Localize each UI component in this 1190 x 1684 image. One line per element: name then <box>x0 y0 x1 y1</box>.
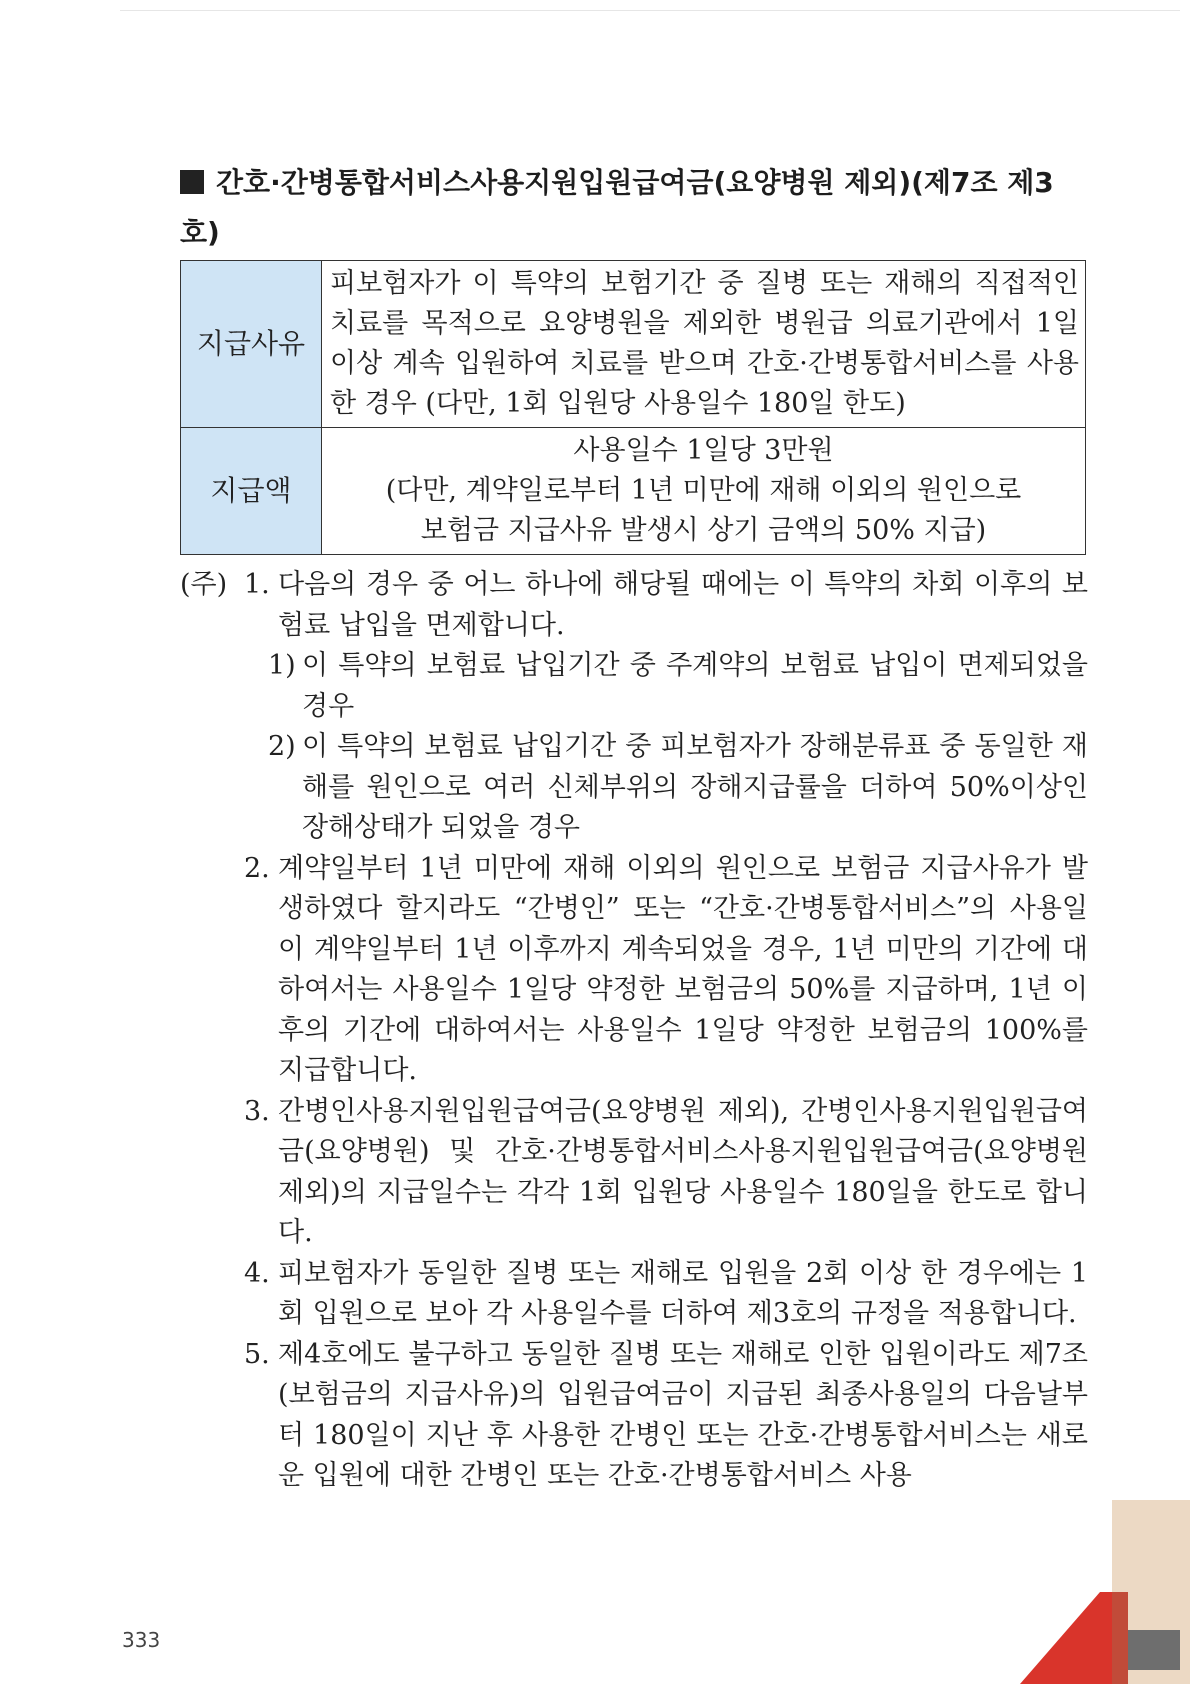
amount-line: (다만, 계약일로부터 1년 미만에 재해 이외의 원인으로 <box>385 475 1022 506</box>
note-text: 제4호에도 불구하고 동일한 질병 또는 재해로 인한 입원이라도 제7조(보험금의 지급사유)의 입원급여금이 지급된 최종사용일의 다음날부터 180일이 지난 후 사용한 간병인 또는 간호·간병통합서비스는 새로운 입원에 대한 간병인 또는 간호·간병통합서비스 사용 <box>278 1338 1088 1491</box>
note-item <box>180 1335 1088 1497</box>
square-bullet-icon <box>180 170 204 194</box>
payment-amount-cell <box>322 428 1086 555</box>
corner-red-triangle <box>1020 1592 1128 1684</box>
note-text: 계약일부터 1년 미만에 재해 이외의 원인으로 보험금 지급사유가 발생하였다 할지라도 “간병인” 또는 “간호·간병통합서비스”의 사용일이 계약일부터 1년 이후까지 계속되었을 경우, 1년 미만의 기간에 대하여서는 사용일수 1일당 약정한 보험금의 50%를 지급하며, 1년 이후의 기간에 대하여서는 사용일수 1일당 약정한 보험금의 100%를 지급합니다. <box>278 852 1088 1086</box>
note-item <box>180 1092 1088 1254</box>
note-text: 다음의 경우 중 어느 하나에 해당될 때에는 이 특약의 차회 이후의 보험료 납입을 면제합니다. <box>278 569 1088 641</box>
subitem-text: 이 특약의 보험료 납입기간 중 주계약의 보험료 납입이 면제되었을 경우 <box>302 650 1088 722</box>
section-heading-text: 간호·간병통합서비스사용지원입원급여금(요양병원 제외)(제7조 제3호) <box>180 166 1054 249</box>
table-row-reason <box>181 261 1086 428</box>
note-text: 피보험자가 동일한 질병 또는 재해로 입원을 2회 이상 한 경우에는 1회 입원으로 보아 각 사용일수를 더하여 제3호의 규정을 적용합니다. <box>278 1257 1089 1329</box>
note-number: 3. <box>244 1095 270 1127</box>
subitem-number: 2) <box>268 731 296 762</box>
label-payment-reason: 지급사유 <box>181 261 322 428</box>
table-row-amount <box>181 428 1086 555</box>
corner-gray-block <box>1128 1630 1180 1670</box>
note-number: 2. <box>244 852 270 884</box>
note-number: 4. <box>244 1257 270 1289</box>
section-heading <box>180 158 1088 258</box>
notes-marker: (주) <box>180 569 228 600</box>
note-text: 간병인사용지원입원급여금(요양병원 제외), 간병인사용지원입원급여금(요양병원) 및 간호·간병통합서비스사용지원입원급여금(요양병원 제외)의 지급일수는 각각 1회 입원당 사용일수 180일을 한도로 합니다. <box>278 1095 1088 1248</box>
amount-line: 보험금 지급사유 발생시 상기 금액의 50% 지급) <box>420 515 987 546</box>
subitem-text: 이 특약의 보험료 납입기간 중 피보험자가 장해분류표 중 동일한 재해를 원인으로 여러 신체부위의 장해지급률을 더하여 50%이상인 장해상태가 되었을 경우 <box>302 731 1088 843</box>
notes-section <box>180 565 1088 1497</box>
page-number: 333 <box>122 1628 161 1652</box>
label-payment-amount: 지급액 <box>181 428 322 555</box>
note-subitem <box>180 646 1088 727</box>
corner-decoration-icon <box>1000 1500 1190 1684</box>
note-number: 1. <box>244 569 270 600</box>
top-rule <box>120 10 1180 11</box>
amount-line: 사용일수 1일당 3만원 <box>573 435 834 466</box>
note-item <box>180 849 1088 1092</box>
payment-reason-text: 피보험자가 이 특약의 보험기간 중 질병 또는 재해의 직접적인 치료를 목적으로 요양병원을 제외한 병원급 의료기관에서 1일 이상 계속 입원하여 치료를 받으며 간호·간병통합서비스를 사용한 경우 (다만, 1회 입원당 사용일수 180일 한도) <box>322 261 1086 428</box>
note-item <box>180 565 1088 646</box>
corner-red-stripe <box>1112 1592 1128 1684</box>
note-item <box>180 1254 1088 1335</box>
note-subitem <box>180 727 1088 849</box>
benefit-table <box>180 260 1086 555</box>
subitem-number: 1) <box>268 650 296 681</box>
note-number: 5. <box>244 1338 270 1370</box>
